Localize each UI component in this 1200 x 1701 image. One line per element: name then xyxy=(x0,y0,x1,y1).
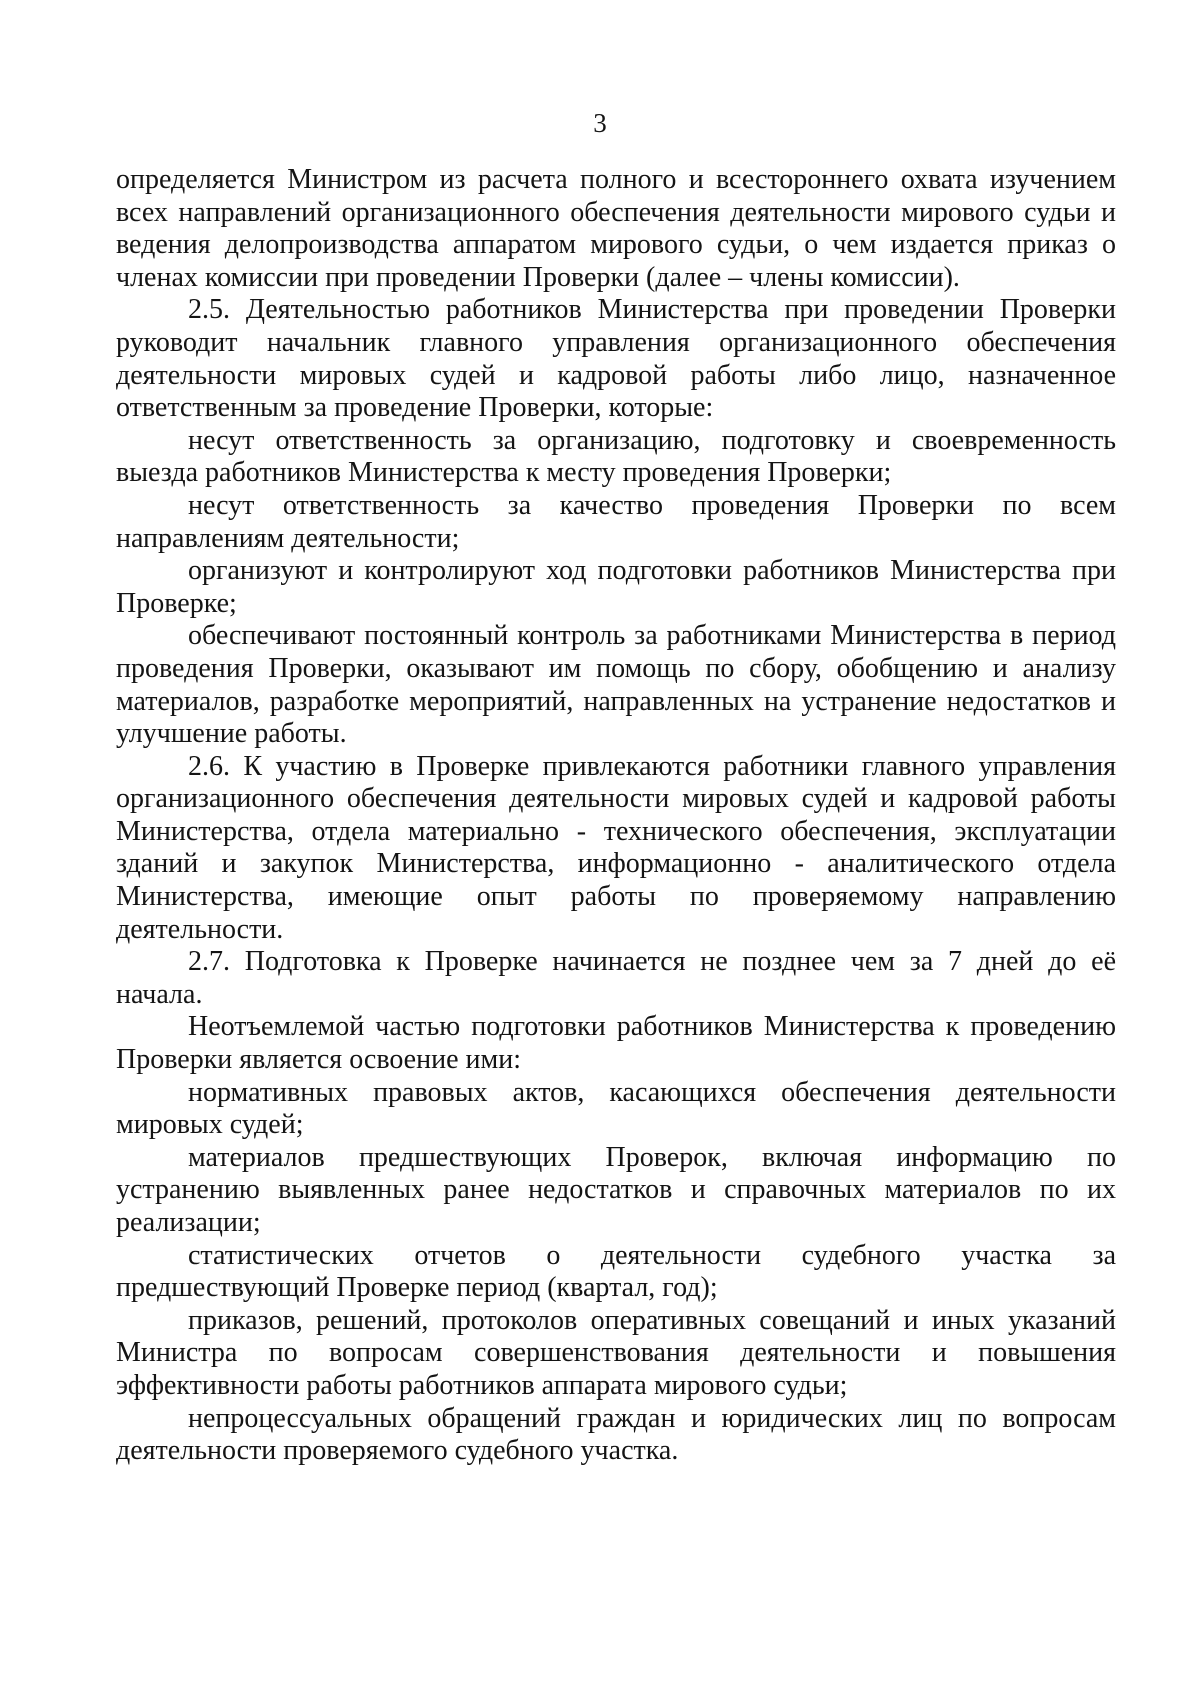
paragraph: 2.7. Подготовка к Проверке начинается не позднее чем за 7 дней до её начала. xyxy=(116,946,1116,1010)
paragraph: Неотъемлемой частью подготовки работников Министерства к проведению Проверки является освоение ими: xyxy=(116,1011,1116,1076)
paragraph: нормативных правовых актов, касающихся обеспечения деятельности мировых судей; xyxy=(116,1076,1116,1141)
paragraph: 2.6. К участию в Проверке привлекаются работники главного управления организационного обеспечения деятельности мировых судей и кадровой работы Министерства, отдела материально - технического обеспечения, эксплуатации зданий и закупок Министерства, информационно - аналитического отдела Министерства, имеющие опыт работы по проверяемому направлению деятельности. xyxy=(116,750,1116,945)
paragraph: непроцессуальных обращений граждан и юридических лиц по вопросам деятельности проверяемого судебного участка. xyxy=(116,1402,1116,1467)
paragraph: несут ответственность за качество проведения Проверки по всем направлениям деятельности; xyxy=(116,489,1116,554)
paragraph: приказов, решений, протоколов оперативных совещаний и иных указаний Министра по вопросам совершенствования деятельности и повышения эффективности работы работников аппарата мирового судьи; xyxy=(116,1304,1116,1401)
paragraph: несут ответственность за организацию, подготовку и своевременность выезда работников Министерства к месту проведения Проверки; xyxy=(116,424,1116,489)
paragraph: 2.5. Деятельностью работников Министерства при проведении Проверки руководит начальник главного управления организационного обеспечения деятельности мировых судей и кадровой работы либо лицо, назначенное ответственным за проведение Проверки, которые: xyxy=(116,294,1116,424)
paragraph: обеспечивают постоянный контроль за работниками Министерства в период проведения Проверки, оказывают им помощь по сбору, обобщению и анализу материалов, разработке мероприятий, направленных на устранение недостатков и улучшение работы. xyxy=(116,620,1116,750)
document-body xyxy=(116,164,1116,1468)
paragraph: материалов предшествующих Проверок, включая информацию по устранению выявленных ранее недостатков и справочных материалов по их реализации; xyxy=(116,1141,1116,1238)
paragraph: организуют и контролируют ход подготовки работников Министерства при Проверке; xyxy=(116,555,1116,619)
paragraph: определяется Министром из расчета полного и всестороннего охвата изучением всех направлений организационного обеспечения деятельности мирового судьи и ведения делопроизводства аппаратом мирового судьи, о чем издается приказ о членах комиссии при проведении Проверки (далее – члены комиссии). xyxy=(116,164,1116,293)
page-number: 3 xyxy=(593,108,607,138)
paragraph: статистических отчетов о деятельности судебного участка за предшествующий Проверке период (квартал, год); xyxy=(116,1239,1116,1304)
